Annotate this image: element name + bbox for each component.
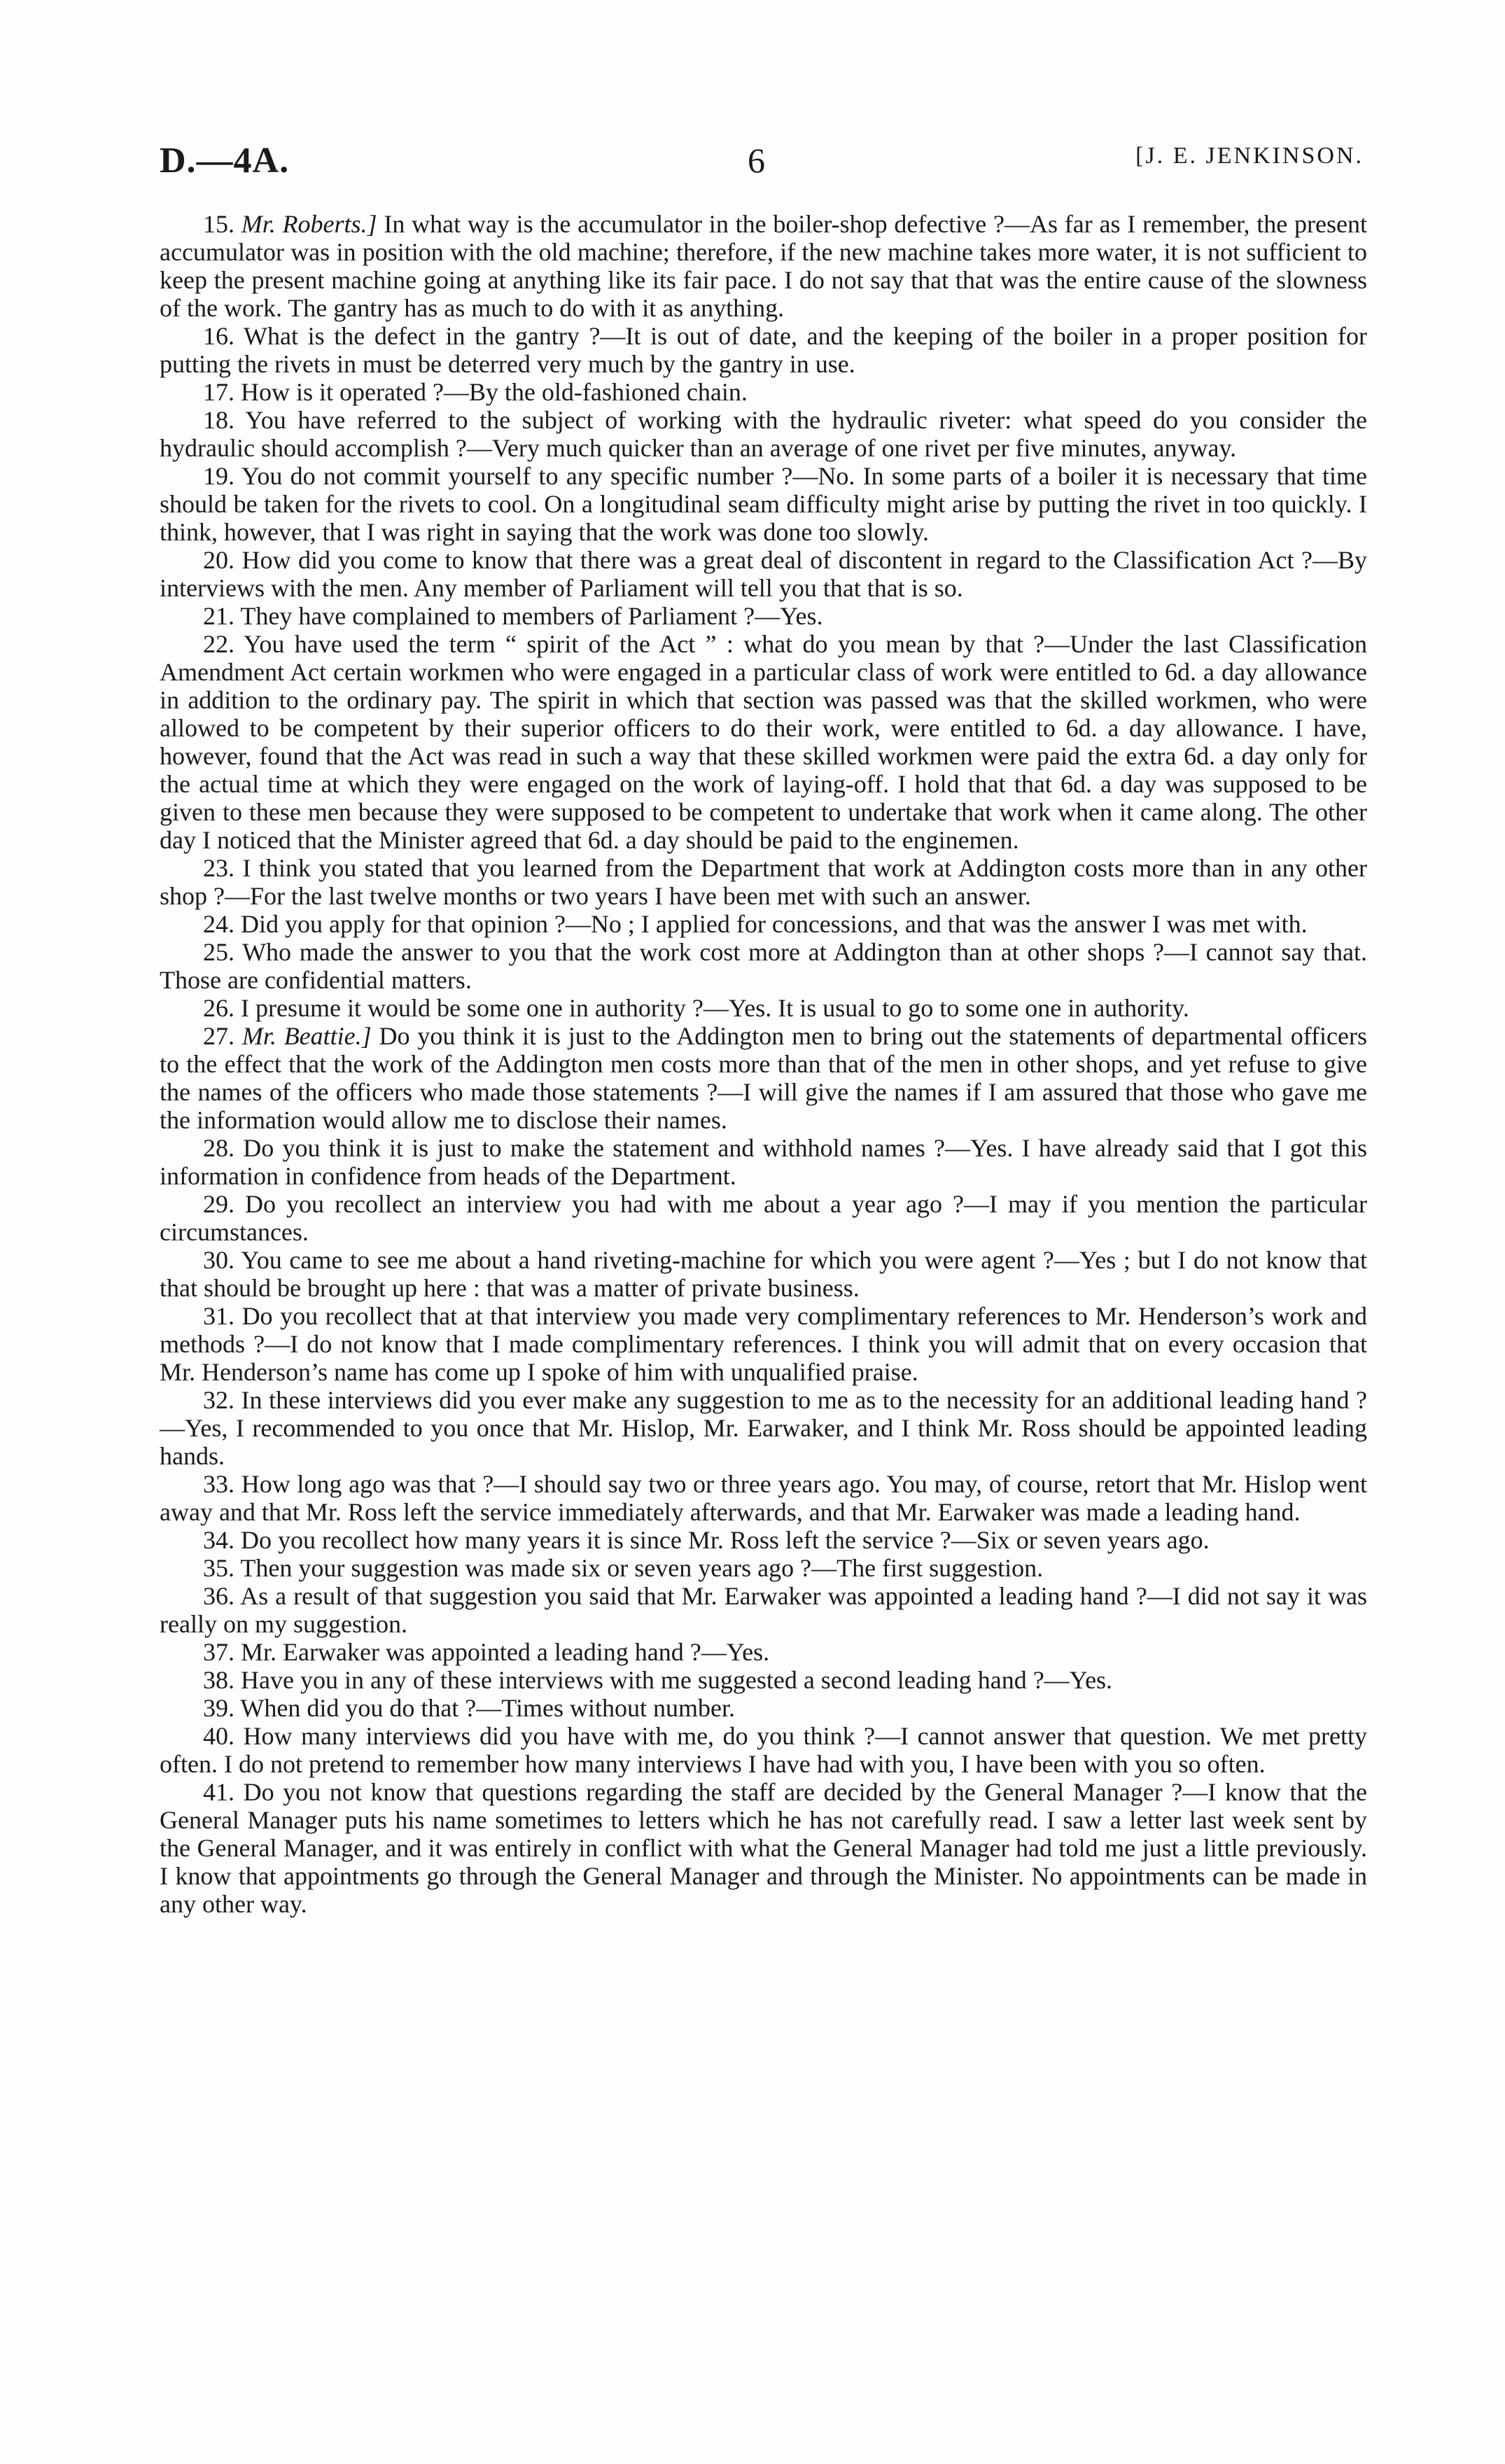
transcript-paragraph [160, 854, 1367, 910]
paragraph-text: In these interviews did you ever make any suggestion to me as to the necessity for an additional leading hand ?—Yes, I recommended to you once that Mr. Hislop, Mr. Earwaker, and I think Mr. Ross should be appointed leading hands. [160, 1386, 1367, 1470]
paragraph-text: You have referred to the subject of working with the hydraulic riveter: what speed do you consider the hydraulic should accomplish ?—Very much quicker than an average of one rivet per five minutes, anyway. [160, 406, 1367, 462]
transcript-paragraph [160, 1582, 1367, 1638]
transcript-body [160, 210, 1367, 1918]
transcript-paragraph [160, 1022, 1367, 1134]
transcript-paragraph [160, 1666, 1367, 1694]
transcript-paragraph [160, 1246, 1367, 1302]
transcript-paragraph [160, 322, 1367, 378]
paragraph-number: 28. [203, 1134, 234, 1162]
paragraph-number: 19. [203, 462, 234, 490]
paragraph-number: 29. [203, 1190, 234, 1218]
paragraph-number: 22. [203, 630, 234, 658]
paragraph-number: 38. [203, 1666, 234, 1694]
transcript-paragraph [160, 1470, 1367, 1526]
paragraph-text: Do you think it is just to make the statement and withhold names ?—Yes. I have already said that I got this information in confidence from heads of the Department. [160, 1134, 1368, 1190]
paragraph-number: 26. [203, 994, 234, 1022]
paragraph-number: 18. [203, 406, 234, 434]
paragraph-number: 41. [203, 1778, 234, 1806]
paragraph-text: I presume it would be some one in authority ?—Yes. It is usual to go to some one in authority. [241, 994, 1189, 1022]
paragraph-number: 27. [203, 1022, 234, 1050]
paragraph-text: Do you recollect how many years it is since Mr. Ross left the service ?—Six or seven years ago. [241, 1526, 1210, 1554]
paragraph-text: Do you not know that questions regarding the staff are decided by the General Manager ?—I know that the General Manager puts his name sometimes to letters which he has not carefully read. I saw a letter last week sent by the General Manager, and it was entirely in conflict with what the General Manager had told me just a little previously. I know that appointments go through the General Manager and through the Minister. No appointments can be made in any other way. [160, 1778, 1367, 1918]
paragraph-number: 39. [203, 1694, 234, 1722]
paragraph-text: What is the defect in the gantry ?—It is out of date, and the keeping of the boiler in a proper position for putting the rivets in must be deterred very much by the gantry in use. [160, 322, 1367, 378]
paragraph-number: 34. [203, 1526, 234, 1554]
transcript-paragraph [160, 462, 1367, 546]
paragraph-number: 21. [203, 602, 234, 630]
paragraph-number: 24. [203, 910, 234, 938]
paragraph-text: How is it operated ?—By the old-fashioned chain. [241, 378, 748, 406]
paragraph-text: How long ago was that ?—I should say two or three years ago. You may, of course, retort that Mr. Hislop went away and that Mr. Ross left the service immediately afterwards, and that Mr. Earwaker was made a leading hand. [160, 1470, 1368, 1526]
paragraph-text: Do you think it is just to the Addington men to bring out the statements of departmental officers to the effect that the work of the Addington men costs more than that of the men in other shops, and yet refuse to give the names of the officers who made those statements ?—I will give the names if I am assured that those who gave me the information would allow me to disclose their names. [160, 1022, 1367, 1134]
paragraph-text: Did you apply for that opinion ?—No ; I applied for concessions, and that was the answer I was met with. [241, 910, 1308, 938]
paragraph-text: As a result of that suggestion you said that Mr. Earwaker was appointed a leading hand ?—I did not say it was really on my suggestion. [160, 1582, 1367, 1638]
transcript-paragraph [160, 1386, 1367, 1470]
paragraph-text: Who made the answer to you that the work cost more at Addington than at other shops ?—I cannot say that. Those are confidential matters. [160, 938, 1368, 994]
page-header [160, 140, 1364, 182]
transcript-paragraph [160, 602, 1367, 630]
paragraph-text: Mr. Earwaker was appointed a leading hand ?—Yes. [241, 1638, 770, 1666]
transcript-paragraph [160, 546, 1367, 602]
paragraph-text: How did you come to know that there was a great deal of discontent in regard to the Classification Act ?—By interviews with the men. Any member of Parliament will tell you that that is so. [160, 546, 1367, 602]
paragraph-number: 35. [203, 1554, 234, 1582]
witness-name: [J. E. JENKINSON. [1135, 143, 1364, 169]
paragraph-number: 30. [203, 1246, 234, 1274]
transcript-paragraph [160, 1722, 1367, 1778]
paragraph-text: In what way is the accumulator in the boiler-shop defective ?—As far as I remember, the present accumulator was in position with the old machine; therefore, if the new machine takes more water, it is not sufficient to keep the present machine going at anything like its fair pace. I do not say that that was the entire cause of the slowness of the work. The gantry has as much to do with it as anything. [160, 210, 1368, 322]
paragraph-text: Do you recollect an interview you had with me about a year ago ?—I may if you mention the particular circumstances. [160, 1190, 1368, 1246]
paragraph-number: 33. [203, 1470, 234, 1498]
transcript-paragraph [160, 1302, 1367, 1386]
transcript-paragraph [160, 406, 1367, 462]
transcript-paragraph [160, 1190, 1367, 1246]
speaker-label: Mr. Roberts.] [241, 210, 377, 238]
paragraph-text: Do you recollect that at that interview you made very complimentary references to Mr. Henderson’s work and methods ?—I do not know that I made complimentary references. I think you will admit that on every occasion that Mr. Henderson’s name has come up I spoke of him with unqualified praise. [160, 1302, 1367, 1386]
paragraph-number: 36. [203, 1582, 234, 1610]
paragraph-number: 40. [203, 1722, 234, 1750]
transcript-paragraph [160, 1134, 1367, 1190]
transcript-paragraph [160, 630, 1367, 854]
paragraph-number: 16. [203, 322, 234, 350]
paragraph-text: You came to see me about a hand riveting-machine for which you were agent ?—Yes ; but I do not know that that should be brought up here : that was a matter of private business. [160, 1246, 1368, 1302]
transcript-paragraph [160, 1554, 1367, 1582]
paragraph-number: 32. [203, 1386, 234, 1414]
paragraph-number: 31. [203, 1302, 234, 1330]
paragraph-text: They have complained to members of Parliament ?—Yes. [240, 602, 823, 630]
document-reference: D.—4A. [160, 141, 290, 181]
paragraph-number: 23. [203, 854, 234, 882]
transcript-paragraph [160, 1638, 1367, 1666]
transcript-paragraph [160, 1778, 1367, 1918]
transcript-paragraph [160, 938, 1367, 994]
paragraph-number: 15. [203, 210, 234, 238]
paragraph-text: Then your suggestion was made six or seven years ago ?—The first suggestion. [240, 1554, 1044, 1582]
paragraph-number: 20. [203, 546, 234, 574]
paragraph-text: Have you in any of these interviews with me suggested a second leading hand ?—Yes. [241, 1666, 1113, 1694]
paragraph-text: You do not commit yourself to any specific number ?—No. In some parts of a boiler it is necessary that time should be taken for the rivets to cool. On a longitudinal seam difficulty might arise by putting the rivet in too quickly. I think, however, that I was right in saying that the work was done too slowly. [160, 462, 1367, 546]
paragraph-number: 37. [203, 1638, 234, 1666]
transcript-paragraph [160, 378, 1367, 406]
paragraph-number: 25. [203, 938, 234, 966]
transcript-paragraph [160, 994, 1367, 1022]
paragraph-text: When did you do that ?—Times without number. [240, 1694, 735, 1722]
paragraph-number: 17. [203, 378, 234, 406]
page-number: 6 [748, 141, 765, 180]
paragraph-text: You have used the term “ spirit of the Act ” : what do you mean by that ?—Under the last Classification Amendment Act certain workmen who were engaged in a particular class of work were entitled to 6d. a day allowance in addition to the ordinary pay. The spirit in which that section was passed was that the skilled workmen, who were allowed to be competent by their superior officers to do their work, were entitled to 6d. a day allowance. I have, however, found that the Act was read in such a way that these skilled workmen were paid the extra 6d. a day only for the actual time at which they were engaged on the work of laying-off. I hold that that 6d. a day was supposed to be given to these men because they were supposed to be competent to undertake that work when it came along. The other day I noticed that the Minister agreed that 6d. a day should be paid to the enginemen. [160, 630, 1367, 854]
transcript-paragraph [160, 1526, 1367, 1554]
paragraph-text: How many interviews did you have with me, do you think ?—I cannot answer that question. We met pretty often. I do not pretend to remember how many interviews I have had with you, I have been with you so often. [160, 1722, 1367, 1778]
speaker-label: Mr. Beattie.] [241, 1022, 372, 1050]
transcript-paragraph [160, 1694, 1367, 1722]
paragraph-text: I think you stated that you learned from the Department that work at Addington costs more than in any other shop ?—For the last twelve months or two years I have been met with such an answer. [160, 854, 1367, 910]
transcript-paragraph [160, 210, 1367, 322]
transcript-paragraph [160, 910, 1367, 938]
